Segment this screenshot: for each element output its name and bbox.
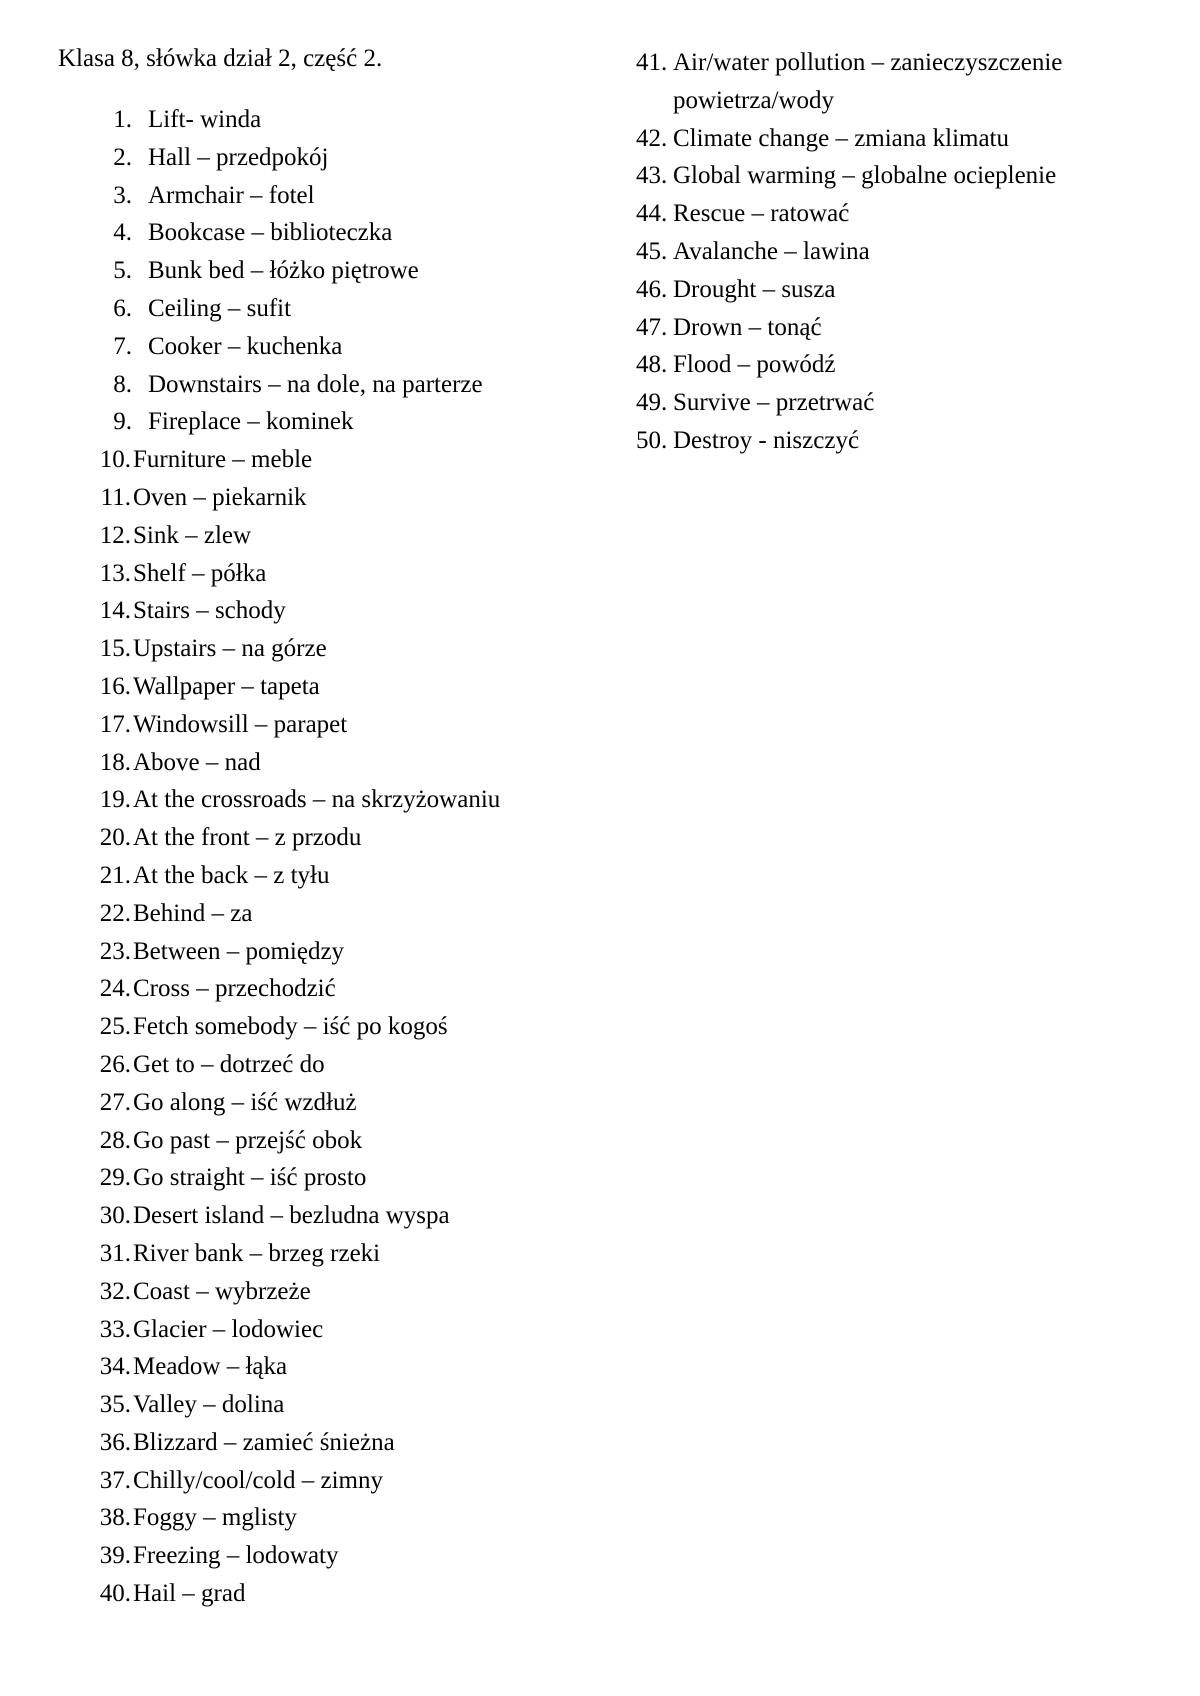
vocab-item-text: Foggy – mglisty <box>133 1504 297 1532</box>
vocab-item <box>58 1008 618 1046</box>
vocab-item-number: 31. <box>99 1239 131 1267</box>
vocab-item <box>636 346 1176 384</box>
vocab-item-text: Glacier – lodowiec <box>133 1315 324 1343</box>
vocab-item <box>58 1311 618 1349</box>
vocab-item-number: 38. <box>99 1504 131 1532</box>
vocab-item-number: 19. <box>99 786 131 814</box>
vocab-item-number: 7. <box>113 332 132 360</box>
vocab-item-number: 35. <box>99 1391 131 1419</box>
vocab-item-number: 30. <box>99 1202 131 1230</box>
vocab-item <box>58 328 618 366</box>
vocab-list-left <box>58 101 618 1613</box>
vocab-item-text: Flood – powódź <box>673 351 836 379</box>
vocab-item-number: 2. <box>113 143 132 171</box>
vocab-item <box>636 309 1176 347</box>
vocab-item-text: Freezing – lodowaty <box>133 1542 339 1570</box>
vocab-item-number: 16. <box>99 672 131 700</box>
vocab-item-number: 37. <box>99 1466 131 1494</box>
vocab-item-text: Fireplace – kominek <box>148 408 354 436</box>
vocab-item-number: 47. <box>636 313 668 341</box>
vocab-item <box>58 933 618 971</box>
vocab-item-number: 22. <box>99 899 131 927</box>
vocab-item <box>58 781 618 819</box>
vocab-item-text: Global warming – globalne ocieplenie <box>673 162 1057 190</box>
vocab-item-text: Cross – przechodzić <box>133 975 336 1003</box>
vocab-item-number: 1. <box>113 106 132 133</box>
vocab-item-text: Drought – susza <box>673 275 836 303</box>
vocab-item-text: Desert island – bezludna wyspa <box>133 1202 450 1230</box>
vocab-item-number: 36. <box>99 1428 131 1456</box>
vocab-item <box>58 214 618 252</box>
vocab-item-text: Lift- winda <box>148 106 262 133</box>
vocab-item <box>58 479 618 517</box>
vocab-item-number: 33. <box>99 1315 131 1343</box>
vocab-item <box>636 120 1176 158</box>
vocab-item <box>58 1499 618 1537</box>
vocab-item-text: Furniture – meble <box>133 446 313 474</box>
vocab-item <box>58 1462 618 1500</box>
vocab-item-text: Sink – zlew <box>133 521 252 549</box>
vocab-item-number: 5. <box>113 257 132 285</box>
vocab-item-text: Avalanche – lawina <box>673 237 870 265</box>
vocab-item <box>58 403 618 441</box>
vocab-item-number: 28. <box>99 1126 131 1154</box>
vocab-item <box>58 177 618 215</box>
vocab-item <box>58 1575 618 1613</box>
vocab-item-text: Chilly/cool/cold – zimny <box>133 1466 383 1494</box>
vocab-item <box>58 1273 618 1311</box>
vocab-item-number: 21. <box>99 861 131 889</box>
vocab-item-number: 20. <box>99 824 131 852</box>
vocab-item-number: 11. <box>100 483 131 511</box>
vocab-item-number: 4. <box>113 219 132 247</box>
vocab-item-number: 27. <box>99 1088 131 1116</box>
vocab-item-text: River bank – brzeg rzeki <box>133 1239 381 1267</box>
vocab-item <box>58 895 618 933</box>
vocab-item-text: Shelf – półka <box>133 559 267 587</box>
vocab-item-text: Armchair – fotel <box>148 181 315 209</box>
vocab-item-number: 14. <box>99 597 131 625</box>
vocab-item <box>58 630 618 668</box>
vocab-item <box>636 195 1176 233</box>
vocab-item-text: Hall – przedpokój <box>148 143 329 171</box>
vocab-item-number: 42. <box>636 124 668 152</box>
vocab-item-text: Fetch somebody – iść po kogoś <box>133 1013 448 1041</box>
vocab-item <box>58 366 618 404</box>
vocab-item-text: Blizzard – zamieć śnieżna <box>133 1428 395 1456</box>
vocab-item-text: Destroy - niszczyć <box>673 426 860 454</box>
vocab-item-text: Oven – piekarnik <box>133 483 307 511</box>
vocab-item-number: 24. <box>99 975 131 1003</box>
vocab-item-number: 49. <box>636 389 668 417</box>
vocab-item-number: 41. <box>636 49 668 76</box>
vocab-item <box>636 384 1176 422</box>
vocab-item-text: Between – pomiędzy <box>133 937 345 965</box>
vocab-item-number: 29. <box>99 1164 131 1192</box>
vocab-item-number: 46. <box>636 275 668 303</box>
vocab-item <box>58 1197 618 1235</box>
vocab-item-number: 17. <box>99 710 131 738</box>
vocab-item-number: 9. <box>113 408 132 436</box>
vocab-item <box>58 1386 618 1424</box>
vocab-item <box>58 101 618 139</box>
vocab-item-text: At the back – z tyłu <box>133 861 330 889</box>
vocab-item <box>58 252 618 290</box>
vocab-item-text: Downstairs – na dole, na parterze <box>148 370 483 398</box>
vocab-item <box>58 1424 618 1462</box>
vocab-item-text: Ceiling – sufit <box>148 294 292 322</box>
vocab-item-number: 6. <box>113 294 132 322</box>
vocab-item-text: Rescue – ratować <box>673 200 850 228</box>
vocab-item-text: Climate change – zmiana klimatu <box>673 124 1009 152</box>
vocab-item <box>58 441 618 479</box>
vocab-item-number: 15. <box>99 635 131 663</box>
vocab-item <box>58 1159 618 1197</box>
vocab-item-number: 48. <box>636 351 668 379</box>
vocab-item-number: 39. <box>99 1542 131 1570</box>
vocab-item-number: 8. <box>113 370 132 398</box>
vocab-item-text: Valley – dolina <box>133 1391 285 1419</box>
vocab-item <box>58 1348 618 1386</box>
vocab-item-text: Meadow – łąka <box>133 1353 288 1381</box>
vocab-item <box>58 970 618 1008</box>
vocab-item <box>58 1537 618 1575</box>
vocab-item <box>636 271 1176 309</box>
vocab-item <box>58 857 618 895</box>
vocab-item-text: Hail – grad <box>133 1580 246 1608</box>
vocab-item-number: 10. <box>99 446 131 474</box>
vocab-item-number: 26. <box>99 1050 131 1078</box>
vocab-item-text: Cooker – kuchenka <box>148 332 343 360</box>
vocab-item-text: Bookcase – biblioteczka <box>148 219 393 247</box>
vocab-item-number: 23. <box>99 937 131 965</box>
vocab-item-number: 44. <box>636 200 668 228</box>
vocab-item <box>58 290 618 328</box>
vocab-item-number: 43. <box>636 162 668 190</box>
vocab-item <box>58 139 618 177</box>
vocab-item <box>58 1046 618 1084</box>
vocab-item-text: Go along – iść wzdłuż <box>133 1088 357 1116</box>
vocab-item-text: Go past – przejść obok <box>133 1126 363 1154</box>
vocab-item-text: Coast – wybrzeże <box>133 1277 311 1305</box>
vocab-item <box>636 422 1176 460</box>
vocab-item <box>58 517 618 555</box>
vocab-item-number: 32. <box>99 1277 131 1305</box>
vocab-list-right <box>636 44 1176 460</box>
vocab-item-text: Bunk bed – łóżko piętrowe <box>148 257 419 285</box>
vocab-item-text: At the crossroads – na skrzyżowaniu <box>133 786 501 814</box>
vocab-item-number: 13. <box>99 559 131 587</box>
vocab-item-text: Above – nad <box>133 748 261 776</box>
vocab-item-number: 40. <box>99 1580 131 1608</box>
vocab-item-number: 45. <box>636 237 668 265</box>
vocab-item-text: Wallpaper – tapeta <box>133 672 320 700</box>
vocab-item-text: At the front – z przodu <box>133 824 362 852</box>
vocab-item-text: Survive – przetrwać <box>673 389 875 417</box>
vocab-item <box>636 233 1176 271</box>
vocab-item <box>58 744 618 782</box>
vocab-item-text: Go straight – iść prosto <box>133 1164 367 1192</box>
vocab-item <box>58 1122 618 1160</box>
vocab-item-number: 50. <box>636 426 668 454</box>
vocab-item-number: 34. <box>99 1353 131 1381</box>
vocab-item-text: Drown – tonąć <box>673 313 822 341</box>
vocab-item <box>58 1084 618 1122</box>
vocab-item-text: Air/water pollution – zanieczyszczenie powietrza/wody <box>673 49 1063 114</box>
vocab-item-text: Behind – za <box>133 899 253 927</box>
vocab-item-number: 12. <box>99 521 131 549</box>
vocab-item <box>58 1235 618 1273</box>
vocab-item-text: Windowsill – parapet <box>133 710 348 738</box>
vocab-item <box>58 555 618 593</box>
vocab-item <box>58 668 618 706</box>
vocab-item-number: 18. <box>99 748 131 776</box>
vocab-item <box>58 819 618 857</box>
vocab-item-number: 3. <box>113 181 132 209</box>
vocab-item-text: Get to – dotrzeć do <box>133 1050 325 1078</box>
vocab-item-text: Upstairs – na górze <box>133 635 327 663</box>
vocab-item <box>58 706 618 744</box>
vocab-item-number: 25. <box>99 1013 131 1041</box>
vocab-item <box>636 157 1176 195</box>
vocab-item <box>636 44 1176 120</box>
page-title: Klasa 8, słówka dział 2, część 2. <box>58 45 383 72</box>
vocab-item-text: Stairs – schody <box>133 597 286 625</box>
vocab-item <box>58 592 618 630</box>
